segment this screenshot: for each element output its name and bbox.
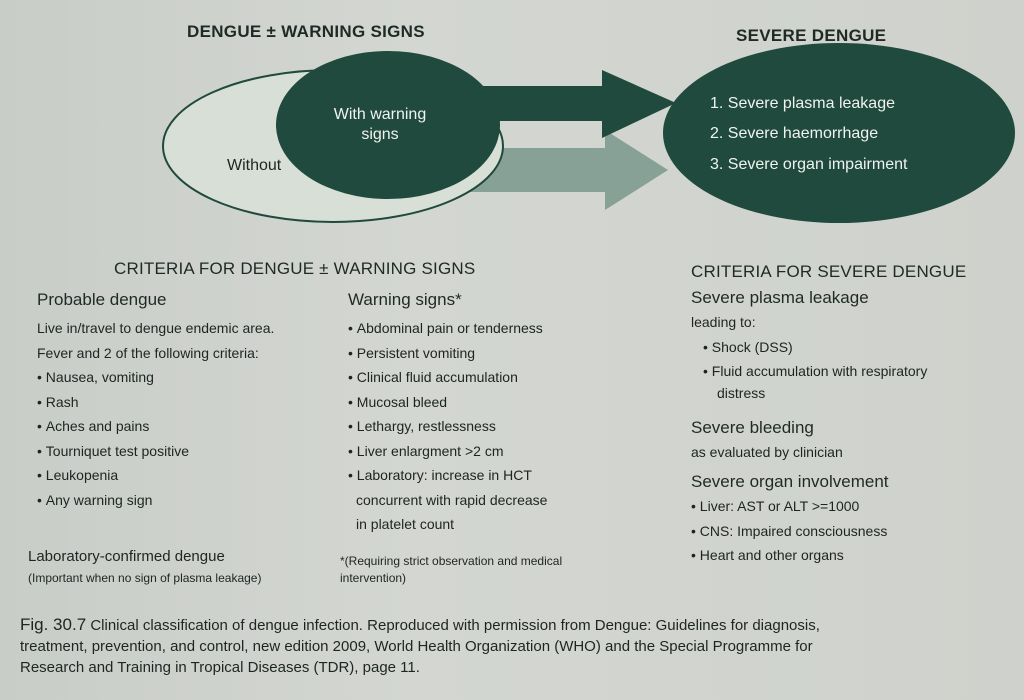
warning-footnote xyxy=(340,553,562,587)
list-item: • Aches and pains xyxy=(37,414,337,439)
criteria-right-heading: CRITERIA FOR SEVERE DENGUE xyxy=(691,262,967,281)
lab-cont-2: in platelet count xyxy=(356,516,455,532)
severe-bleeding-title: Severe bleeding xyxy=(691,417,814,437)
plasma-leakage-title: Severe plasma leakage xyxy=(691,288,869,307)
plasma-lead: leading to: xyxy=(691,314,756,330)
probable-dengue-title: Probable dengue xyxy=(37,290,167,309)
diagram-right-title: SEVERE DENGUE xyxy=(736,26,887,45)
plasma-item2-cont: distress xyxy=(717,384,766,401)
criteria-right-section xyxy=(691,262,1011,568)
list-item: • Heart and other organs xyxy=(691,543,1011,568)
severe-item-3: 3. Severe organ impairment xyxy=(710,156,908,173)
organ-involvement-title: Severe organ involvement xyxy=(691,472,889,491)
list-item: • Liver enlargment >2 cm xyxy=(348,439,648,464)
list-item: • Clinical fluid accumulation xyxy=(348,365,648,390)
classification-diagram xyxy=(0,0,1024,240)
inner-label-line2: signs xyxy=(361,126,399,143)
figure-caption xyxy=(20,614,1010,678)
probable-criteria-list xyxy=(37,365,337,512)
list-item: • Fluid accumulation with respiratory xyxy=(703,359,1011,384)
list-item: • Rash xyxy=(37,390,337,415)
criteria-left-heading: CRITERIA FOR DENGUE ± WARNING SIGNS xyxy=(114,259,476,278)
probable-dengue-section xyxy=(37,290,337,512)
warning-signs-section xyxy=(348,290,648,537)
list-item: • Mucosal bleed xyxy=(348,390,648,415)
warning-signs-ellipse xyxy=(276,51,500,199)
caption-label: Fig. 30.7 xyxy=(20,615,87,634)
list-item: • Nausea, vomiting xyxy=(37,365,337,390)
list-item: • Persistent vomiting xyxy=(348,341,648,366)
severe-item-2: 2. Severe haemorrhage xyxy=(710,125,879,142)
inner-label-line1: With warning xyxy=(333,106,427,123)
bleeding-lead: as evaluated by clinician xyxy=(691,443,843,460)
list-item: • Tourniquet test positive xyxy=(37,439,337,464)
list-item: • Lethargy, restlessness xyxy=(348,414,648,439)
probable-intro-2: Fever and 2 of the following criteria: xyxy=(37,344,259,361)
outer-label: Without xyxy=(227,157,282,174)
footnote-line-2: intervention) xyxy=(340,571,407,585)
lab-confirmed-note: (Important when no sign of plasma leakage) xyxy=(28,570,262,585)
list-item: • Any warning sign xyxy=(37,488,337,513)
footnote-line-1: *(Requiring strict observation and medical xyxy=(340,554,563,568)
list-item: • Laboratory: increase in HCT xyxy=(348,463,648,488)
caption-line-1 xyxy=(20,614,1010,636)
lab-confirmed-title: Laboratory-confirmed dengue xyxy=(28,548,225,565)
warning-signs-title: Warning signs* xyxy=(348,290,462,309)
caption-line-2: treatment, prevention, and control, new edition 2009, World Health Organization (WHO) and the Special Programme for xyxy=(20,638,813,655)
caption-text-1: Clinical classification of dengue infection. Reproduced with permission from Dengue: Guidelines for diagnosis, xyxy=(90,617,820,634)
list-item: • Shock (DSS) xyxy=(703,335,1011,360)
caption-line-3: Research and Training in Tropical Diseases (TDR), page 11. xyxy=(20,659,420,676)
diagram-left-title: DENGUE ± WARNING SIGNS xyxy=(187,22,425,41)
list-item: • Leukopenia xyxy=(37,463,337,488)
list-item: • CNS: Impaired consciousness xyxy=(691,519,1011,544)
list-item: • Abdominal pain or tenderness xyxy=(348,316,648,341)
probable-intro-1: Live in/travel to dengue endemic area. xyxy=(37,320,275,336)
organ-list xyxy=(691,494,1011,568)
lab-cont-1: concurrent with rapid decrease xyxy=(356,491,548,508)
plasma-list xyxy=(691,335,1011,384)
lab-confirmed-section xyxy=(28,545,261,587)
severe-item-1: 1. Severe plasma leakage xyxy=(710,95,895,112)
warning-signs-list xyxy=(348,316,648,488)
list-item: • Liver: AST or ALT >=1000 xyxy=(691,494,1011,519)
